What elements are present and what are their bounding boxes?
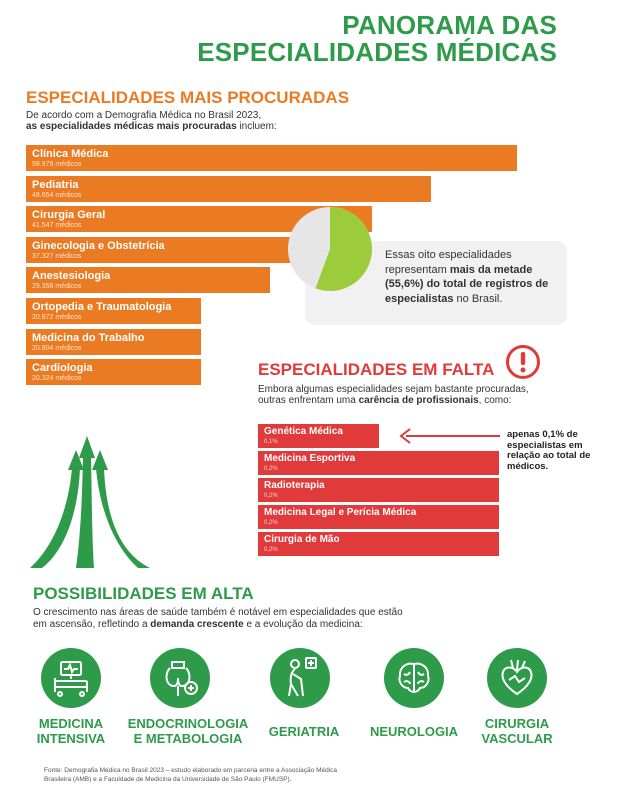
- most-sought-intro: [26, 110, 277, 132]
- rising-heading: POSSIBILIDADES EM ALTA: [33, 584, 254, 603]
- rising-label-line2: INTENSIVA: [36, 731, 106, 746]
- share-pie-chart: [287, 206, 373, 292]
- source-footnote: [44, 766, 337, 784]
- rising-label-medicina-intensiva: [6, 716, 136, 746]
- shortage-bar: [258, 424, 379, 448]
- most-sought-bar: [26, 359, 201, 385]
- elderly-person-icon: [270, 648, 330, 708]
- shortage-note: apenas 0,1% de especialistas em relação ao total de médicos.: [507, 429, 591, 472]
- page-title: [197, 12, 557, 66]
- shortage-bar: [258, 451, 499, 475]
- growth-arrows-icon: [30, 428, 150, 568]
- bar-label: Medicina Esportiva: [264, 453, 356, 464]
- rising-label-line1: GERIATRIA: [268, 724, 340, 739]
- bar-label: Cardiologia: [32, 362, 93, 375]
- bar-label: Cirurgia Geral: [32, 209, 106, 222]
- most-sought-bar: [26, 329, 201, 355]
- rising-label-cirurgia-vascular: [452, 716, 582, 746]
- hospital-bed-monitor-icon: [41, 648, 101, 708]
- most-sought-intro-bold: as especialidades médicas mais procuradas: [26, 121, 237, 132]
- bar-label: Ortopedia e Traumatologia: [32, 301, 172, 313]
- bar-label: Radioterapia: [264, 480, 325, 491]
- pie-text-a: Essas oito especialidades representam: [385, 249, 512, 276]
- rising-label-line2: E METABOLOGIA: [133, 731, 243, 746]
- pie-text-bold: mais da metade (55,6%) do total de registros de especialistas: [385, 263, 549, 305]
- bar-label: Clínica Médica: [32, 148, 109, 160]
- most-sought-intro-line1: De acordo com a Demografia Médica no Brasil 2023,: [26, 110, 262, 121]
- bar-label: Cirurgia de Mão: [264, 534, 340, 545]
- shortage-intro-bold: carência de profissionais: [358, 395, 479, 406]
- pie-text-b: no Brasil.: [453, 292, 503, 305]
- rising-label-line1: NEUROLOGIA: [369, 724, 459, 739]
- rising-label-line2: VASCULAR: [481, 731, 553, 746]
- rising-intro: [33, 607, 403, 631]
- most-sought-bar: [26, 176, 431, 202]
- bar-value: 20.804 médicos: [32, 344, 82, 352]
- shortage-intro-line2-b: , como:: [478, 395, 512, 406]
- bar-label: Ginecologia e Obstetrícia: [32, 239, 165, 252]
- shortage-bar: [258, 532, 499, 556]
- most-sought-bar: [26, 145, 517, 171]
- rising-intro-line2-b: e a evolução da medicina:: [243, 619, 363, 630]
- page-title-line1: PANORAMA DAS: [342, 10, 557, 40]
- most-sought-heading: ESPECIALIDADES MAIS PROCURADAS: [26, 88, 350, 107]
- bar-value: 0,1%: [264, 439, 278, 445]
- shortage-intro: [258, 384, 529, 406]
- thyroid-icon: [150, 648, 210, 708]
- bar-value: 20.872 médicos: [32, 314, 82, 321]
- rising-label-endocrinologia: [123, 716, 253, 746]
- bar-value: 37.327 médicos: [32, 252, 82, 260]
- shortage-heading: ESPECIALIDADES EM FALTA: [258, 360, 495, 379]
- shortage-bar: [258, 478, 499, 502]
- bar-label: Medicina Legal e Perícia Médica: [264, 507, 417, 518]
- shortage-intro-line2-a: outras enfrentam uma: [258, 395, 359, 406]
- alert-exclamation-icon: [505, 344, 541, 380]
- bar-label: Genética Médica: [264, 426, 343, 437]
- rising-intro-bold: demanda crescente: [150, 619, 244, 630]
- page-title-line2: ESPECIALIDADES MÉDICAS: [197, 37, 557, 67]
- rising-label-line1: CIRURGIA: [484, 716, 550, 731]
- bar-value: 29.358 médicos: [32, 283, 82, 291]
- most-sought-intro-tail: incluem:: [236, 121, 277, 132]
- bar-label: Anestesiologia: [32, 270, 111, 283]
- bar-value: 0,2%: [264, 493, 278, 499]
- bar-value: 0,2%: [264, 466, 278, 472]
- shortage-intro-line1: Embora algumas especialidades sejam bastante procuradas,: [258, 384, 529, 395]
- rising-label-line1: ENDOCRINOLOGIA: [127, 716, 249, 731]
- bar-value: 58.979 médicos: [32, 161, 82, 168]
- bar-value: 41.547 médicos: [32, 222, 82, 230]
- rising-label-line1: MEDICINA: [38, 716, 104, 731]
- most-sought-bar: [26, 267, 270, 293]
- bar-value: 48.654 médicos: [32, 191, 82, 199]
- heart-vessels-icon: [487, 648, 547, 708]
- bar-label: Pediatria: [32, 178, 79, 191]
- brain-icon: [384, 648, 444, 708]
- rising-intro-line1: O crescimento nas áreas de saúde também é notável em especialidades que estão: [33, 607, 403, 618]
- left-arrow-icon: [398, 426, 502, 446]
- bar-value: 0,2%: [264, 520, 278, 526]
- bar-value: 0,2%: [264, 547, 278, 553]
- bar-label: Medicina do Trabalho: [32, 331, 145, 344]
- footnote-line2: Brasileira (AMB) e a Faculdade de Medicina da Universidade de São Paulo (FMUSP).: [44, 776, 292, 783]
- bar-value: 20.324 médicos: [32, 375, 82, 383]
- most-sought-bar: [26, 298, 201, 324]
- footnote-line1: Fonte: Demografia Médica no Brasil 2023 – estudo elaborado em parceria entre a Associação Médica: [44, 767, 338, 774]
- rising-intro-line2-a: em ascensão, refletindo a: [33, 619, 151, 630]
- pie-summary-text: [385, 248, 555, 306]
- shortage-bar: [258, 505, 499, 529]
